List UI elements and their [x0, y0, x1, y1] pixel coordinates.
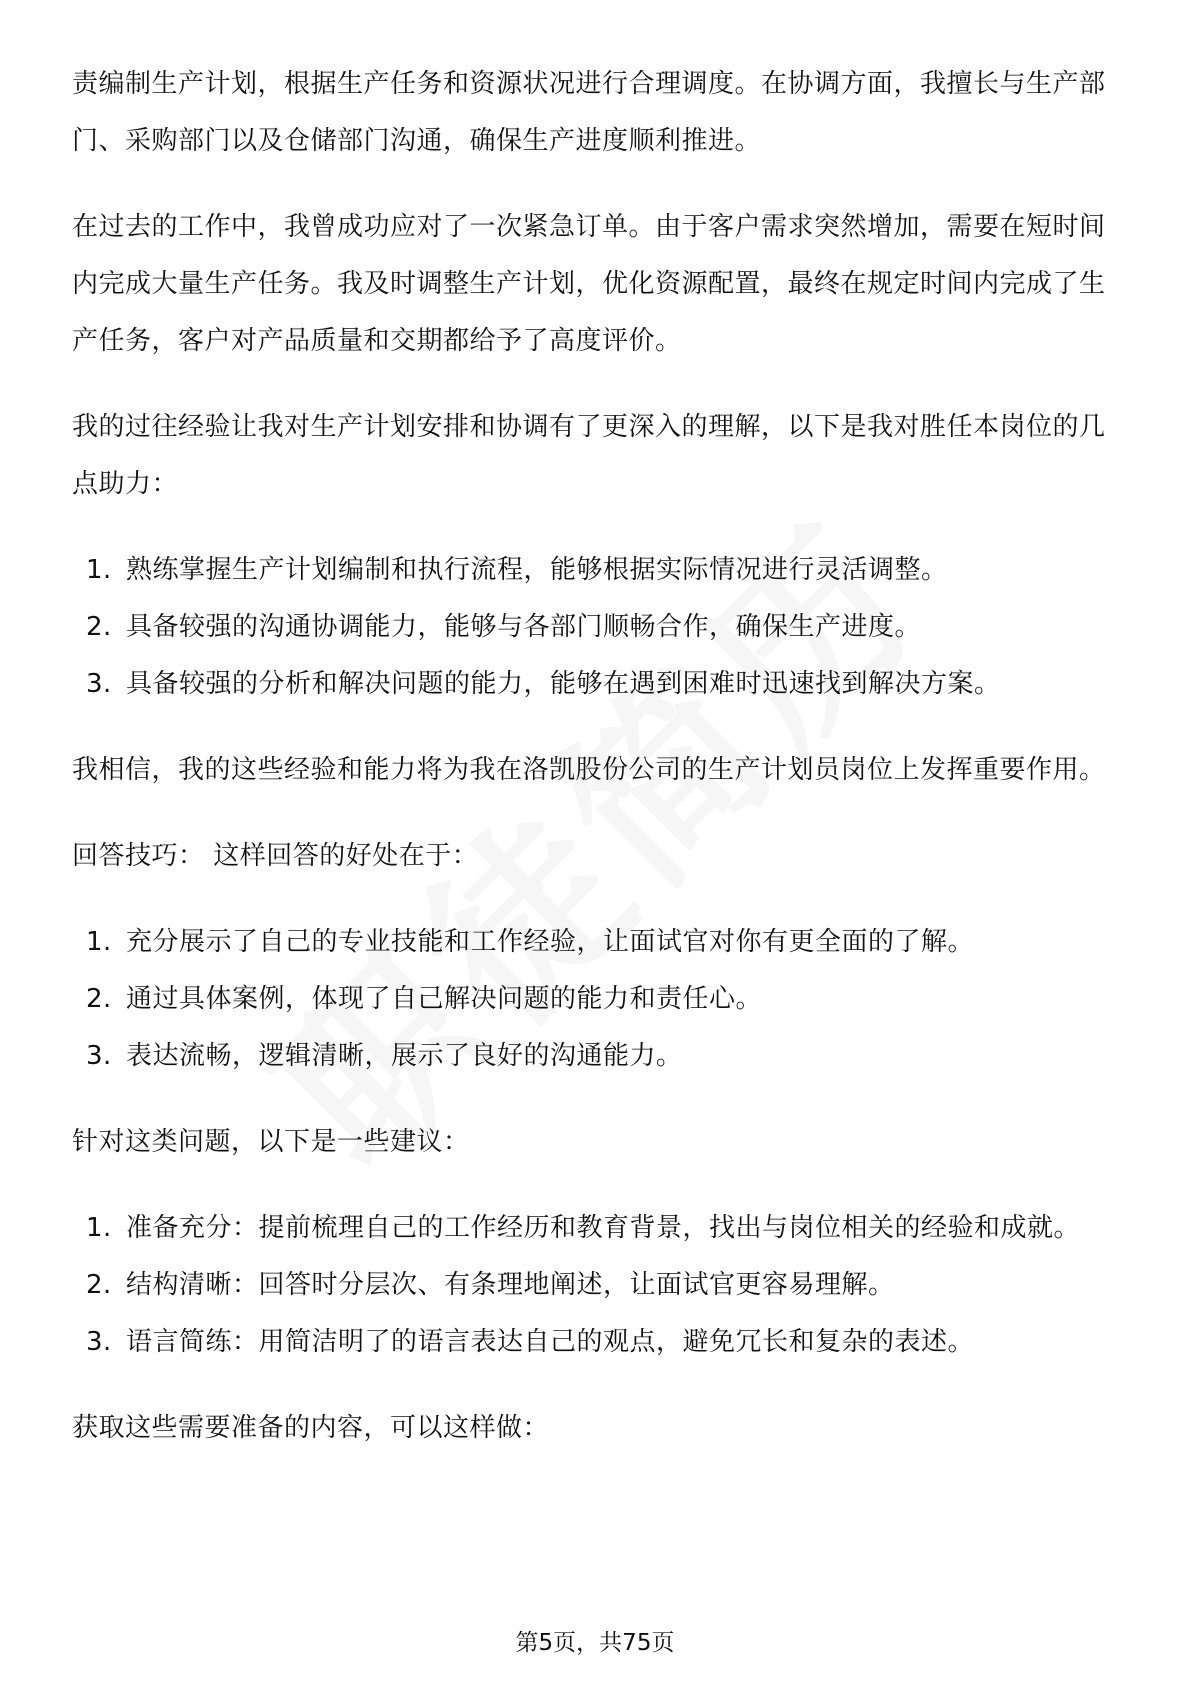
paragraph-urgent-order: 在过去的工作中，我曾成功应对了一次紧急订单。由于客户需求突然增加，需要在短时间内完成大量生产任务。我及时调整生产计划，优化资源配置，最终在规定时间内完成了生产任务，客户对产品质量和交期都给予了高度评价。 — [72, 212, 1106, 356]
list-item — [72, 599, 1122, 656]
list-item-text: 语言简练：用简洁明了的语言表达自己的观点，避免冗长和复杂的表述。 — [126, 1327, 975, 1357]
paragraph-conclusion: 我相信，我的这些经验和能力将为我在洛凯股份公司的生产计划员岗位上发挥重要作用。 — [72, 755, 1106, 785]
page-number: 第5页，共75页 — [515, 1630, 675, 1656]
list-item-text: 具备较强的沟通协调能力，能够与各部门顺畅合作，确保生产进度。 — [126, 612, 922, 642]
list-number: 2. — [86, 1270, 112, 1300]
paragraph-experience-intro: 我的过往经验让我对生产计划安排和协调有了更深入的理解，以下是我对胜任本岗位的几点助力： — [72, 412, 1106, 499]
list-number: 3. — [86, 669, 112, 699]
suggestions-list — [72, 1200, 1122, 1371]
paragraph-suggestions-intro: 针对这类问题，以下是一些建议： — [72, 1127, 470, 1157]
paragraph-answer-tips: 回答技巧： 这样回答的好处在于： — [72, 841, 479, 871]
list-number: 1. — [86, 555, 112, 585]
document-body — [72, 56, 1122, 1486]
list-number: 3. — [86, 1327, 112, 1357]
list-item — [72, 971, 1122, 1028]
strengths-list — [72, 542, 1122, 713]
list-item — [72, 656, 1122, 713]
paragraph-coordination: 责编制生产计划，根据生产任务和资源状况进行合理调度。在协调方面，我擅长与生产部门、采购部门以及仓储部门沟通，确保生产进度顺利推进。 — [72, 69, 1106, 156]
list-number: 3. — [86, 1041, 112, 1071]
list-number: 1. — [86, 1213, 112, 1243]
list-item-text: 通过具体案例，体现了自己解决问题的能力和责任心。 — [126, 984, 763, 1014]
list-number: 1. — [86, 927, 112, 957]
list-item-text: 准备充分：提前梳理自己的工作经历和教育背景，找出与岗位相关的经验和成就。 — [126, 1213, 1081, 1243]
list-item — [72, 1314, 1122, 1371]
list-item-text: 表达流畅，逻辑清晰，展示了良好的沟通能力。 — [126, 1041, 683, 1071]
list-item — [72, 914, 1122, 971]
list-item-text: 具备较强的分析和解决问题的能力，能够在遇到困难时迅速找到解决方案。 — [126, 669, 1001, 699]
list-number: 2. — [86, 984, 112, 1014]
list-item — [72, 1200, 1122, 1257]
list-item-text: 结构清晰：回答时分层次、有条理地阐述，让面试官更容易理解。 — [126, 1270, 895, 1300]
benefits-list — [72, 914, 1122, 1085]
list-item-text: 充分展示了自己的专业技能和工作经验，让面试官对你有更全面的了解。 — [126, 927, 975, 957]
list-item — [72, 1257, 1122, 1314]
list-item — [72, 542, 1122, 599]
list-item-text: 熟练掌握生产计划编制和执行流程，能够根据实际情况进行灵活调整。 — [126, 555, 948, 585]
list-number: 2. — [86, 612, 112, 642]
paragraph-preparation: 获取这些需要准备的内容，可以这样做： — [72, 1413, 550, 1443]
list-item — [72, 1028, 1122, 1085]
